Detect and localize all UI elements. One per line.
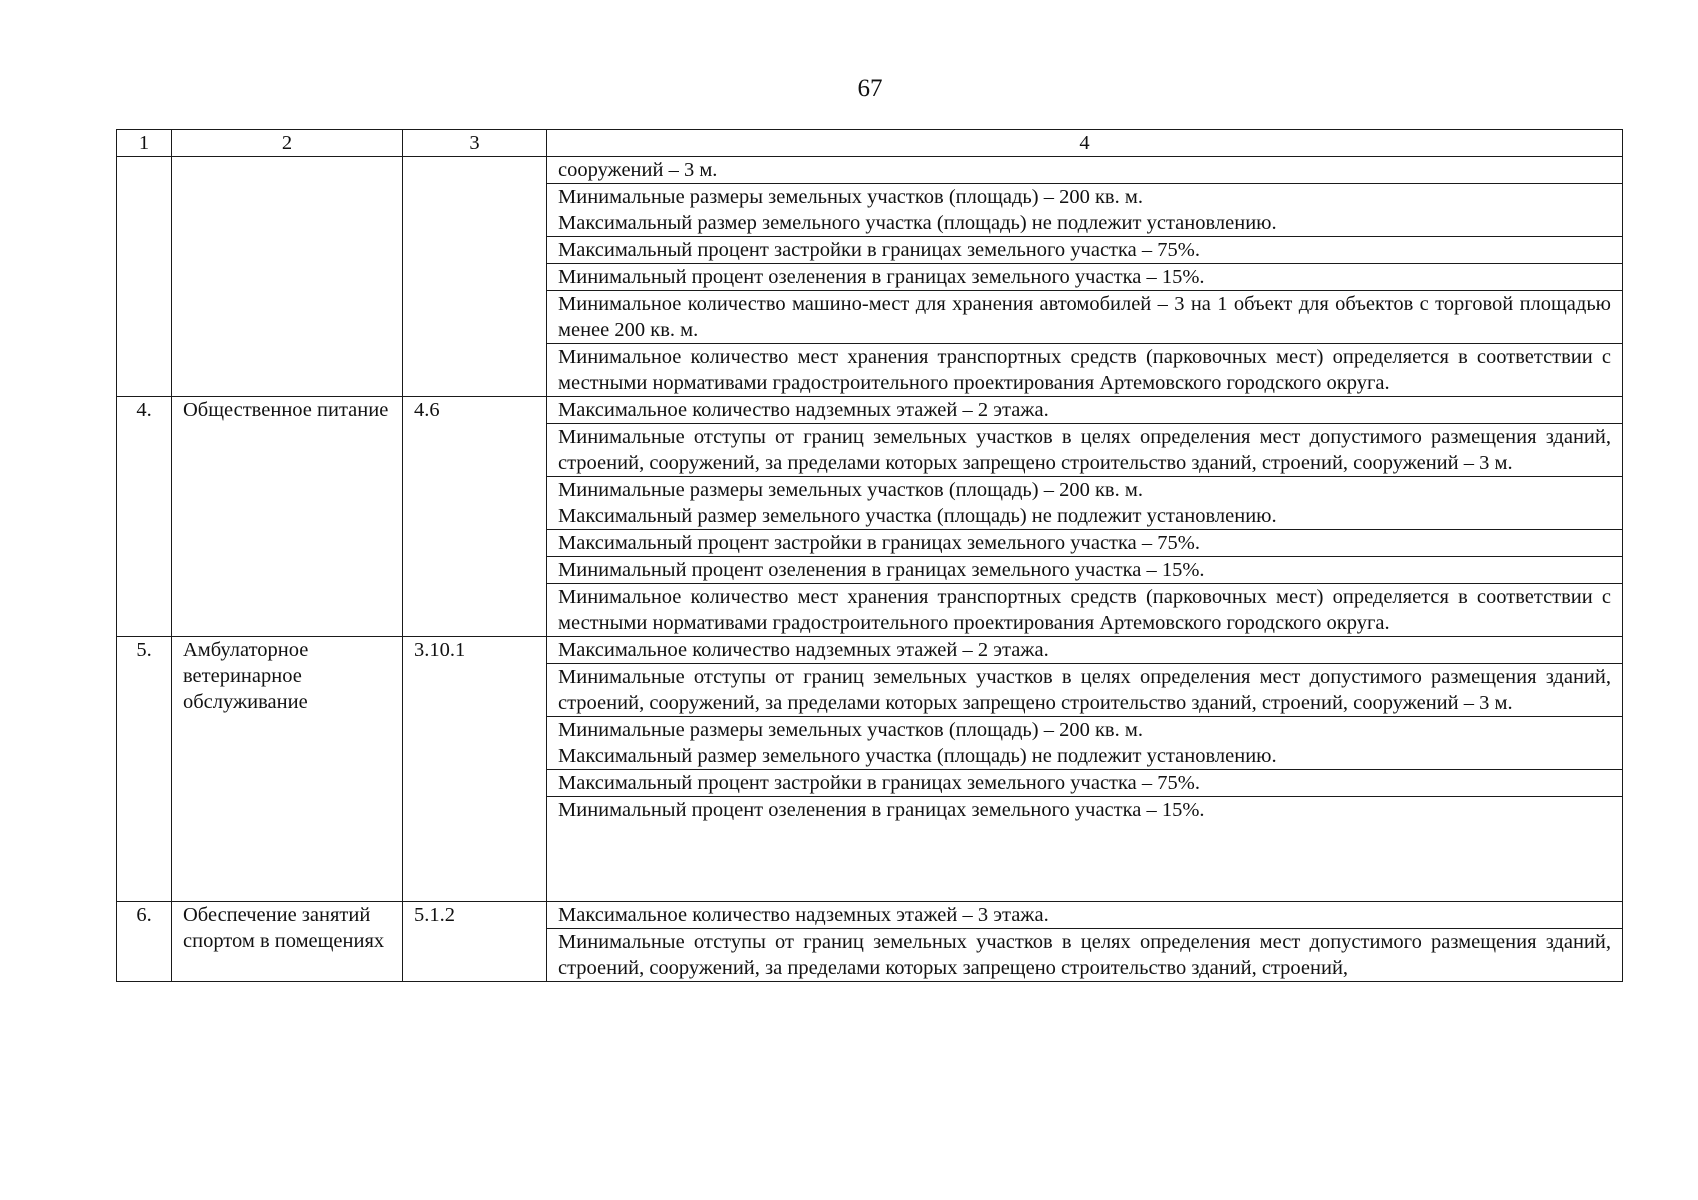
parameter-text: Минимальный процент озеленения в границах земельного участка – 15%. <box>558 266 1205 288</box>
row-number-cell: 5. <box>117 637 172 902</box>
parameter-text: Максимальный процент застройки в границах земельного участка – 75%. <box>558 772 1200 794</box>
land-use-name-cell: Амбулаторное ветеринарное обслуживание <box>172 637 403 902</box>
code-cell: 5.1.2 <box>403 902 547 982</box>
parameter-text: Минимальный процент озеленения в границах земельного участка – 15%. <box>558 559 1205 581</box>
parameter-cell <box>547 157 1623 184</box>
parameter-text: Минимальные отступы от границ земельных участков в целях определения мест допустимого размещения зданий, строений, сооружений, за пределами которых запрещено строительство зданий, строений, <box>558 931 1611 979</box>
row-number-cell: 6. <box>117 902 172 982</box>
parameter-cell <box>547 902 1623 929</box>
land-use-name-cell: Обеспечение занятий спортом в помещениях <box>172 902 403 982</box>
parameter-text: Максимальный процент застройки в границах земельного участка – 75%. <box>558 239 1200 261</box>
parameter-cell <box>547 717 1623 770</box>
page-number: 67 <box>857 75 883 102</box>
parameter-text: Минимальное количество машино-мест для хранения автомобилей – 3 на 1 объект для объектов с торговой площадью менее 200 кв. м. <box>558 293 1611 341</box>
row-number-cell: 4. <box>117 397 172 637</box>
header-cell: 1 <box>117 130 172 157</box>
header-cell: 3 <box>403 130 547 157</box>
parameter-cell <box>547 424 1623 477</box>
parameter-text: Максимальное количество надземных этажей – 3 этажа. <box>558 904 1049 926</box>
code-cell <box>403 157 547 397</box>
parameter-cell <box>547 184 1623 237</box>
parameter-cell <box>547 397 1623 424</box>
parameter-cell <box>547 291 1623 344</box>
land-use-name-cell: Общественное питание <box>172 397 403 637</box>
row-number-cell <box>117 157 172 397</box>
parameter-text: Минимальные отступы от границ земельных участков в целях определения мест допустимого размещения зданий, строений, сооружений, за пределами которых запрещено строительство зданий, строений, сооружений – 3 м. <box>558 666 1611 714</box>
parameter-text: Минимальные размеры земельных участков (площадь) – 200 кв. м. <box>558 479 1143 501</box>
parameter-cell <box>547 344 1623 397</box>
parameter-cell <box>547 584 1623 637</box>
parameter-text: Минимальное количество мест хранения транспортных средств (парковочных мест) определяется в соответствии с местными нормативами градостроительного проектирования Артемовского городского округа. <box>558 346 1611 394</box>
table-row <box>117 157 1623 184</box>
parameter-cell <box>547 477 1623 530</box>
parameter-text: Максимальный размер земельного участка (площадь) не подлежит установлению. <box>558 505 1277 527</box>
table-row <box>117 397 1623 424</box>
parameter-text: сооружений – 3 м. <box>558 159 718 181</box>
parameter-text: Минимальное количество мест хранения транспортных средств (парковочных мест) определяется в соответствии с местными нормативами градостроительного проектирования Артемовского городского округа. <box>558 586 1611 634</box>
parameter-text: Минимальные отступы от границ земельных участков в целях определения мест допустимого размещения зданий, строений, сооружений, за пределами которых запрещено строительство зданий, строений, сооружений – 3 м. <box>558 426 1611 474</box>
code-cell: 3.10.1 <box>403 637 547 902</box>
parameter-text: Максимальное количество надземных этажей – 2 этажа. <box>558 639 1049 661</box>
parameter-text: Минимальный процент озеленения в границах земельного участка – 15%. <box>558 799 1205 821</box>
header-cell: 2 <box>172 130 403 157</box>
parameter-cell <box>547 637 1623 664</box>
parameter-text: Максимальный размер земельного участка (площадь) не подлежит установлению. <box>558 745 1277 767</box>
table-header-row <box>117 130 1623 157</box>
parameter-cell <box>547 530 1623 557</box>
parameter-text: Максимальное количество надземных этажей – 2 этажа. <box>558 399 1049 421</box>
parameter-text: Максимальный процент застройки в границах земельного участка – 75%. <box>558 532 1200 554</box>
parameter-text: Минимальные размеры земельных участков (площадь) – 200 кв. м. <box>558 186 1143 208</box>
code-cell: 4.6 <box>403 397 547 637</box>
parameter-text: Минимальные размеры земельных участков (площадь) – 200 кв. м. <box>558 719 1143 741</box>
parameter-cell <box>547 664 1623 717</box>
parameter-cell <box>547 929 1623 982</box>
table-row <box>117 902 1623 929</box>
land-use-name-cell <box>172 157 403 397</box>
header-cell: 4 <box>547 130 1623 157</box>
parameter-cell <box>547 557 1623 584</box>
regulations-table <box>116 129 1623 982</box>
parameter-text: Максимальный размер земельного участка (площадь) не подлежит установлению. <box>558 212 1277 234</box>
parameter-cell <box>547 237 1623 264</box>
parameter-cell <box>547 797 1623 902</box>
table-row <box>117 637 1623 664</box>
parameter-cell <box>547 770 1623 797</box>
parameter-cell <box>547 264 1623 291</box>
